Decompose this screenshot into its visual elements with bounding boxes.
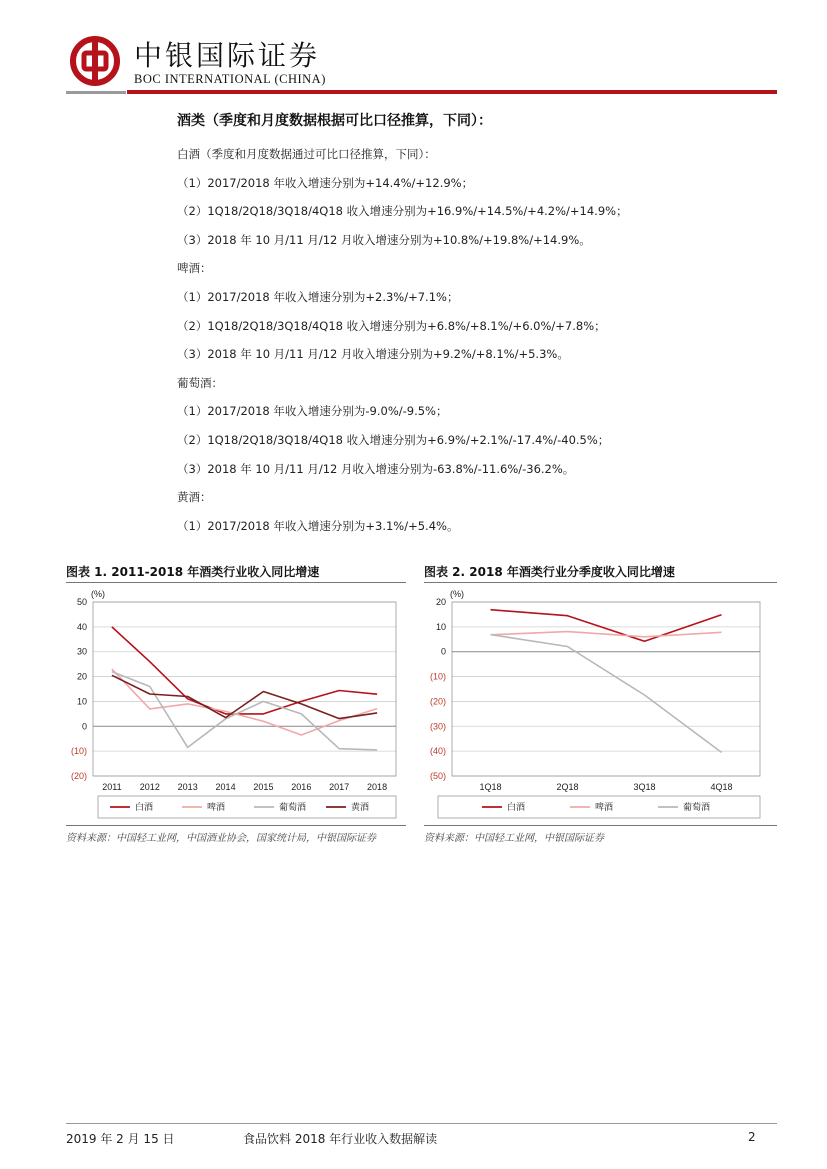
y-tick-label: 30 [76,646,87,657]
legend-label: 白酒 [135,802,154,812]
brand-name-en: BOC INTERNATIONAL (CHINA) [134,72,326,86]
series-line-1 [112,669,377,735]
unit-label: (%) [91,589,105,599]
legend-label: 黄酒 [351,802,370,812]
brand-name-cn: 中银国际证券 [134,39,321,72]
figure1-chart [66,588,406,824]
x-tick-label: 2014 [215,782,236,792]
legend-label: 葡萄酒 [683,802,711,812]
series-line-3 [112,675,377,718]
text-line: （2）1Q18/2Q18/3Q18/4Q18 收入增速分别为+6.8%/+8.1%/+6.0%/+7.8%； [177,318,606,333]
x-tick-label: 2015 [253,782,274,792]
y-tick-label: 20 [435,597,446,607]
figure2-title: 图表 2. 2018 年酒类行业分季度收入同比增速 [424,565,675,579]
text-line: （1）2017/2018 年收入增速分别为+14.4%/+12.9%； [177,175,474,190]
series-line-2 [491,635,722,753]
footer-doc-title: 食品饮料 2018 年行业收入数据解读 [243,1132,438,1146]
y-tick-label: 10 [76,696,87,707]
figure1-rule [66,582,406,583]
x-tick-label: 2018 [367,782,388,792]
x-tick-label: 4Q18 [710,782,733,792]
x-tick-label: 1Q18 [479,782,502,792]
figure2-chart [424,588,777,824]
y-tick-label: (10) [70,746,87,757]
series-line-1 [491,632,722,637]
y-tick-label: (30) [429,721,446,732]
y-tick-label: 10 [435,621,446,632]
y-tick-label: (10) [429,671,446,682]
x-tick-label: 2013 [177,782,198,792]
text-line: （3）2018 年 10 月/11 月/12 月收入增速分别为+9.2%/+8.1%/+5.3%。 [177,347,569,362]
y-tick-label: (20) [429,696,446,707]
footer-rule [66,1123,777,1124]
y-tick-label: 0 [81,721,87,732]
series-line-2 [112,672,377,750]
text-line: （2）1Q18/2Q18/3Q18/4Q18 收入增速分别为+6.9%/+2.1%/-17.4%/-40.5%； [177,432,610,447]
text-line: （1）2017/2018 年收入增速分别为-9.0%/-9.5%； [177,404,448,419]
x-tick-label: 2016 [291,782,312,792]
legend-label: 啤酒 [595,802,614,812]
text-line: 葡萄酒： [177,375,223,390]
boc-logo-icon [70,36,120,86]
legend-label: 葡萄酒 [279,802,307,812]
y-tick-label: 40 [76,621,87,632]
section-heading: 酒类（季度和月度数据根据可比口径推算，下同）： [177,113,492,129]
text-line: 白酒（季度和月度数据通过可比口径推算，下同）： [177,147,436,161]
x-tick-label: 2Q18 [556,782,579,792]
y-tick-label: (50) [429,771,446,781]
figure2-source-rule [424,825,777,826]
y-tick-label: 50 [76,597,87,607]
x-tick-label: 3Q18 [633,782,656,792]
y-tick-label: 0 [440,646,446,657]
text-line: （1）2017/2018 年收入增速分别为+3.1%/+5.4%。 [177,518,459,533]
legend-label: 白酒 [507,802,526,812]
x-tick-label: 2011 [102,782,122,792]
x-tick-label: 2017 [329,782,350,792]
text-line: （1）2017/2018 年收入增速分别为+2.3%/+7.1%； [177,289,459,304]
figure2-source: 资料来源：中国轻工业网，中银国际证券 [424,833,604,844]
y-tick-label: 20 [76,671,87,682]
header-rule-red [127,90,777,94]
y-tick-label: (40) [429,746,446,757]
body-text [177,106,777,540]
text-line: （3）2018 年 10 月/11 月/12 月收入增速分别为-63.8%/-11.6%/-36.2%。 [177,461,575,476]
figure2-rule [424,582,777,583]
legend-label: 啤酒 [207,802,226,812]
unit-label: (%) [450,589,464,599]
header-rule-grey [66,91,126,94]
y-tick-label: (20) [70,771,87,781]
figure1-source-rule [66,825,406,826]
footer-page-number: 2 [748,1130,756,1144]
series-line-0 [491,610,722,642]
text-line: （3）2018 年 10 月/11 月/12 月收入增速分别为+10.8%/+19.8%/+14.9%。 [177,232,591,247]
footer-date: 2019 年 2 月 15 日 [66,1132,175,1146]
page-header [0,0,827,100]
text-line: 黄酒： [177,490,212,505]
figure1-source: 资料来源：中国轻工业网，中国酒业协会，国家统计局，中银国际证券 [66,833,376,844]
figure1-title: 图表 1. 2011-2018 年酒类行业收入同比增速 [66,565,320,579]
series-line-0 [112,627,377,714]
text-line: 啤酒： [177,261,212,276]
text-line: （2）1Q18/2Q18/3Q18/4Q18 收入增速分别为+16.9%/+14.5%/+4.2%/+14.9%； [177,204,628,219]
x-tick-label: 2012 [139,782,160,792]
